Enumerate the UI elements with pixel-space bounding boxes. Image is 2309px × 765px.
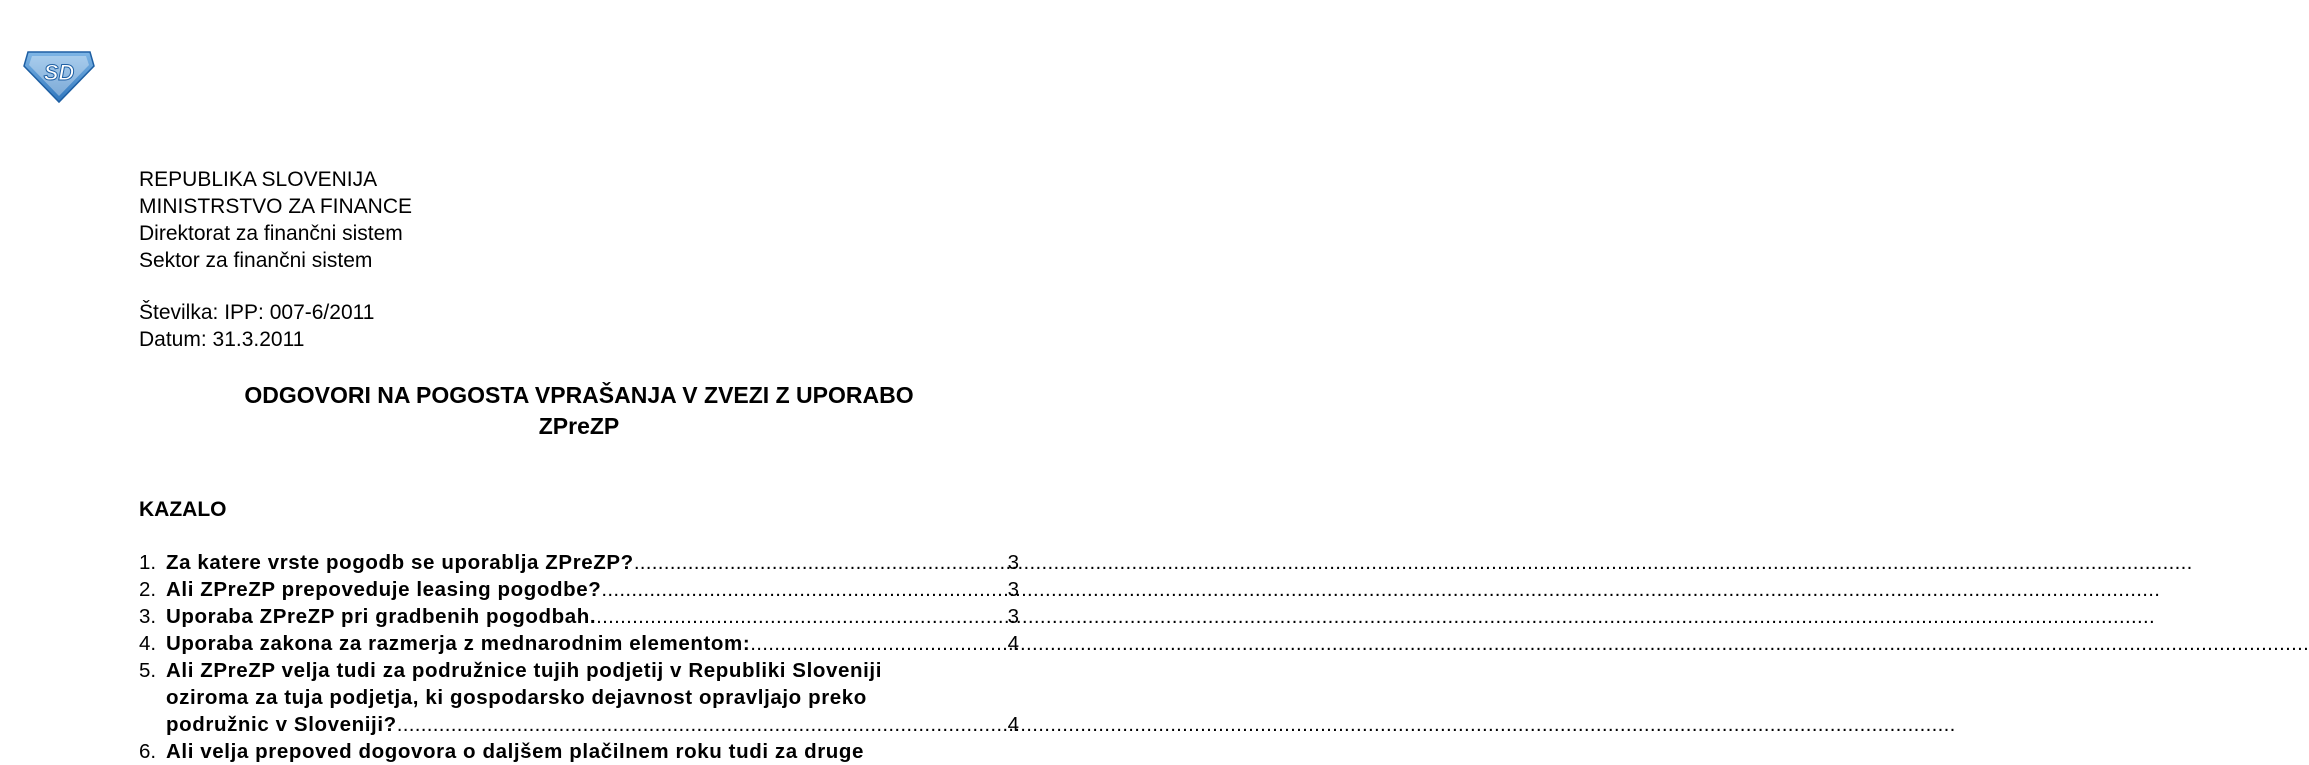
toc-entry-line: [166, 549, 1019, 576]
toc-entry[interactable]: [139, 576, 1019, 603]
issuer-sector: Sektor za finančni sistem: [139, 249, 373, 272]
toc-entry[interactable]: [139, 738, 1019, 765]
toc-entry-title: Ali ZPreZP velja tudi za podružnice tujih podjetij v Republiki Sloveniji: [166, 659, 883, 682]
svg-text:SD: SD: [43, 60, 75, 85]
toc-entry-body: [166, 603, 1019, 630]
toc-page-number: 4: [1007, 632, 1019, 655]
toc-entry[interactable]: [139, 603, 1019, 630]
toc-entry-number: 5.: [139, 659, 157, 682]
document-title: [139, 380, 1019, 442]
issuer-ministry: MINISTRSTVO ZA FINANCE: [139, 195, 413, 218]
toc-dot-leader: [634, 549, 1004, 576]
toc-dot-leader: [397, 711, 1004, 738]
toc-entry[interactable]: [139, 657, 1019, 738]
toc-entry-body: [166, 576, 1019, 603]
document-title-line1: ODGOVORI NA POGOSTA VPRAŠANJA V ZVEZI Z UPORABO: [244, 382, 914, 408]
document-date: Datum: 31.3.2011: [139, 328, 305, 351]
toc-entry[interactable]: [139, 630, 1019, 657]
document-number: Številka: IPP: 007-6/2011: [139, 301, 375, 324]
toc-entry-body: [166, 549, 1019, 576]
toc-entry-title: Ali velja prepoved dogovora o daljšem plačilnem roku tudi za druge: [166, 740, 865, 763]
toc-page-number: 3: [1007, 551, 1019, 574]
toc-heading: KAZALO: [139, 498, 227, 521]
toc-entry-number: 2.: [139, 578, 157, 601]
toc-entry-line: [166, 657, 1019, 684]
toc-entry-line: [166, 603, 1019, 630]
toc-entry-line: [166, 576, 1019, 603]
toc-entry-number: 3.: [139, 605, 157, 628]
toc-entry-title: Za katere vrste pogodb se uporablja ZPreZP?: [166, 551, 634, 574]
document-title-line2: ZPreZP: [538, 413, 620, 439]
toc-entry-line: [166, 630, 1019, 657]
toc-entry-title: oziroma za tuja podjetja, ki gospodarsko dejavnost opravljajo preko: [166, 686, 867, 709]
toc-entry-number: 1.: [139, 551, 157, 574]
toc-entry-line: [166, 711, 1019, 738]
issuer-country: REPUBLIKA SLOVENIJA: [139, 168, 378, 191]
toc-entry-title: Ali ZPreZP prepoveduje leasing pogodbe?: [166, 578, 602, 601]
toc-entry-body: [166, 738, 1019, 765]
table-of-contents: [139, 549, 1019, 765]
toc-entry-title: Uporaba ZPreZP pri gradbenih pogodbah.: [166, 605, 597, 628]
toc-dot-leader: [750, 630, 1003, 657]
toc-page-number: 3: [1007, 578, 1019, 601]
toc-entry-title: Uporaba zakona za razmerja z mednarodnim elementom:: [166, 632, 751, 655]
toc-dot-leader: [601, 576, 1003, 603]
issuer-block: [139, 166, 412, 274]
toc-entry-line: [166, 684, 1019, 711]
toc-page-number: 4: [1007, 713, 1019, 736]
toc-entry-body: [166, 657, 1019, 738]
document-meta: [139, 299, 374, 353]
toc-page-number: 3: [1007, 605, 1019, 628]
toc-entry-title: podružnic v Sloveniji?: [166, 713, 397, 736]
toc-entry-line: [166, 738, 1019, 765]
sd-logo-icon: [22, 46, 96, 104]
toc-entry-number: 6.: [139, 740, 157, 763]
toc-dot-leader: [596, 603, 1003, 630]
toc-entry-number: 4.: [139, 632, 157, 655]
toc-entry[interactable]: [139, 549, 1019, 576]
issuer-directorate: Direktorat za finančni sistem: [139, 222, 403, 245]
toc-entry-body: [166, 630, 1019, 657]
